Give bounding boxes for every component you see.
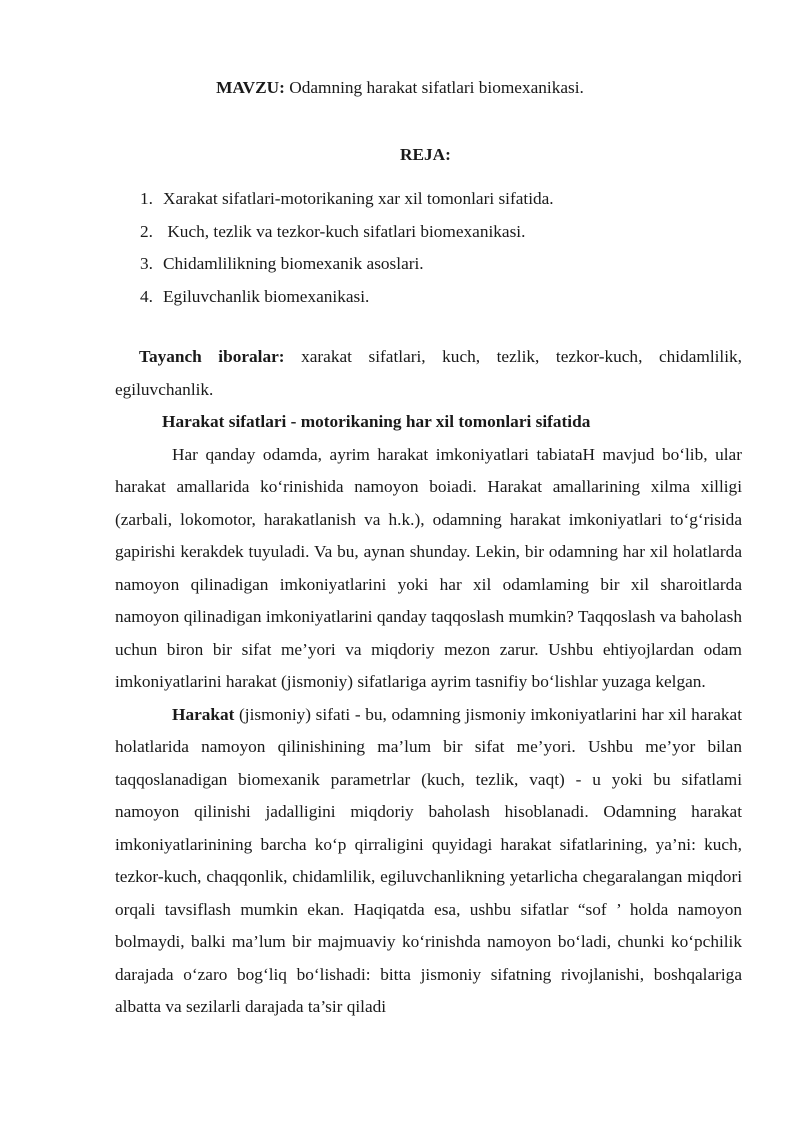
paragraph-2-term: Harakat <box>172 704 235 724</box>
plan-item-text: Xarakat sifatlari-motorikaning xar xil tomonlari sifatida. <box>163 189 554 208</box>
plan-item <box>140 281 554 314</box>
plan-item <box>140 248 554 281</box>
body-text <box>115 341 742 1024</box>
plan-heading: REJA: <box>400 145 451 164</box>
keywords-paragraph <box>115 341 742 406</box>
plan-item <box>140 183 554 216</box>
paragraph-1: Har qanday odamda, ayrim harakat imkoniyatlari tabiataH mavjud bo‘lib, ular harakat amallarida ko‘rinishida namoyon boiadi. Harakat amallarining xilma xilligi (zarbali, lokomotor, harakatlanish va h.k.), odamning harakat imkoniyatlari to‘g‘risida gapirishi kerakdek tuyuladi. Va bu, aynan shunday. Lekin, bir odamning har xil holatlarda namoyon qilinadigan imkoniyatlarini yoki har xil odamlaming bir xil sharoitlarda namoyon qilinadigan imkoniyatlarini qanday taqqoslash mumkin? Taqqoslash va baholash uchun biron bir sifat me’yori va miqdoriy mezon zarur. Ushbu ehtiyojlardan odam imkoniyatlarini harakat (jismoniy) sifatlariga ayrim tasnifiy bo‘lishlar yuzaga kelgan. <box>115 444 742 691</box>
keywords-label: Tayanch iboralar: <box>139 347 285 366</box>
topic-label: MAVZU: <box>216 78 285 97</box>
plan-item-text: Kuch, tezlik va tezkor-kuch sifatlari biomexanikasi. <box>163 221 526 241</box>
section-heading: Harakat sifatlari - motorikaning har xil tomonlari sifatida <box>162 412 591 431</box>
keywords-text: xarakat sifatlari, kuch, tezlik, tezkor-kuch, chidamlilik, egiluvchanlik. <box>115 347 742 399</box>
plan-item-number: 3. <box>140 254 153 274</box>
paragraph-2 <box>115 699 742 1024</box>
plan-list <box>140 183 554 314</box>
paragraph-2-text: (jismoniy) sifati - bu, odamning jismoniy imkoniyatlarini har xil harakat holatlarida namoyon qilinishining ma’lum bir sifat me’yori. Ushbu me’yor bilan taqqoslanadigan biomexanik parametrlar (kuch, tezlik, vaqt) - u yoki bu sifatlami namoyon qilinishi jadalligini miqdoriy baholash hisoblanadi. Odamning harakat imkoniyatlarinining barcha ko‘p qirraligini quyidagi harakat sifatlarining, ya’ni: kuch, tezkor-kuch, chaqqonlik, chidamlilik, egiluvchanlikning yetarlicha chegaralangan miqdori orqali tavsiflash mumkin ekan. Haqiqatda esa, ushbu sifatlar “sof ’ holda namoyon bolmaydi, balki ma’lum bir majmuaviy ko‘rinishda namoyon bo‘ladi, chunki ko‘pchilik darajada o‘zaro bog‘liq bo‘lishadi: bitta jismoniy sifatning rivojlanishi, boshqalariga albatta va sezilarli darajada ta’sir qiladi <box>115 704 742 1016</box>
plan-item <box>140 216 554 249</box>
plan-item-number: 1. <box>140 189 153 208</box>
plan-item-number: 4. <box>140 287 153 307</box>
topic-text: Odamning harakat sifatlari biomexanikasi. <box>284 78 584 97</box>
plan-item-text: Egiluvchanlik biomexanikasi. <box>163 287 370 307</box>
topic-title <box>0 76 800 100</box>
plan-item-text: Chidamlilikning biomexanik asoslari. <box>163 254 424 274</box>
plan-item-number: 2. <box>140 221 153 241</box>
